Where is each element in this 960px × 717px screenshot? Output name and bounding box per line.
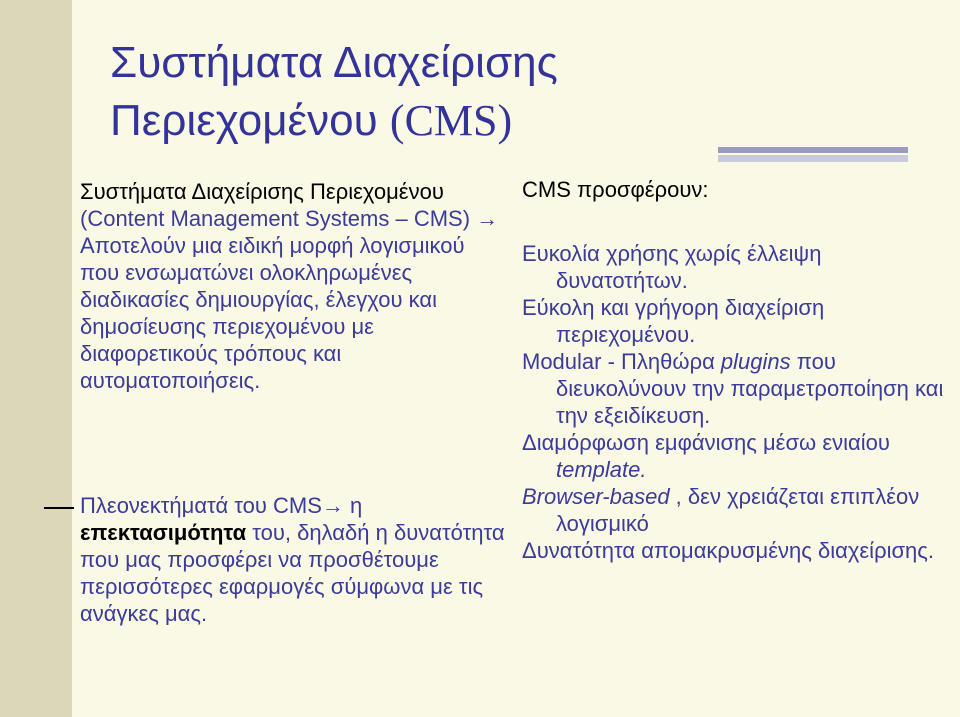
definition-paragraph (80, 178, 500, 394)
features-heading: CMS προσφέρουν: (522, 177, 709, 202)
feature-item-3-text-a: Modular - Πληθώρα (522, 349, 721, 374)
feature-item-3 (522, 348, 952, 429)
feature-item-4-italic: template. (556, 457, 647, 482)
advantages-body: του, δηλαδή η δυνατότητα που μας προσφέρει να προσθέτουμε περισσότερες εφαρμογές σύμφωνα με τις ανάγκες μας. (80, 520, 505, 626)
feature-item-4 (522, 429, 952, 483)
definition-body: Αποτελούν μια ειδική μορφή λογισμικού που ενσωματώνει ολοκληρωμένες διαδικασίες δημιουργίας, έλεγχου και δημοσίευσης περιεχομένου με διαφορετικούς τρόπους και αυτοματοποιήσεις. (80, 233, 465, 393)
feature-item-5-italic: Browser-based (522, 484, 670, 509)
advantages-keyword: επεκτασιμότητα (80, 520, 247, 545)
feature-item-3-text-b: που διευκολύνουν την παραμετροποίηση και την εξειδίκευση. (556, 349, 944, 428)
feature-item-4-text: Διαμόρφωση εμφάνισης μέσω ενιαίου (522, 430, 890, 455)
slide-title (110, 34, 558, 150)
feature-item-5-text: , δεν χρειάζεται επιπλέον λογισμικό (556, 484, 920, 536)
title-rule-dark (718, 147, 908, 153)
advantages-connector: η (343, 493, 363, 518)
arrow-icon: → (321, 493, 344, 518)
advantages-lead: Πλεονεκτήματά του CMS (80, 493, 322, 518)
title-line-2-latin: (CMS) (389, 96, 513, 145)
feature-item-1: Ευκολία χρήσης χωρίς έλλειψη δυνατοτήτων. (522, 241, 822, 293)
title-line-1: Συστήματα Διαχείρισης (110, 38, 558, 87)
left-column (80, 178, 500, 394)
title-line-2: Περιεχομένου (110, 96, 390, 145)
title-rule-light (718, 155, 908, 162)
feature-item-2: Εύκολη και γρήγορη διαχείριση περιεχομένου. (522, 295, 825, 347)
advantages-paragraph (80, 492, 510, 627)
bullet-dash (44, 507, 74, 509)
feature-item-5 (522, 483, 952, 537)
definition-expansion: (Content Management Systems – CMS) (80, 206, 477, 231)
side-bar (0, 0, 72, 717)
right-column (522, 176, 952, 564)
feature-item-3-italic: plugins (720, 349, 791, 374)
arrow-icon: → (476, 206, 499, 231)
feature-item-6: Δυνατότητα απομακρυσμένης διαχείρισης. (522, 538, 934, 563)
definition-term: Συστήματα Διαχείρισης Περιεχομένου (80, 179, 444, 204)
